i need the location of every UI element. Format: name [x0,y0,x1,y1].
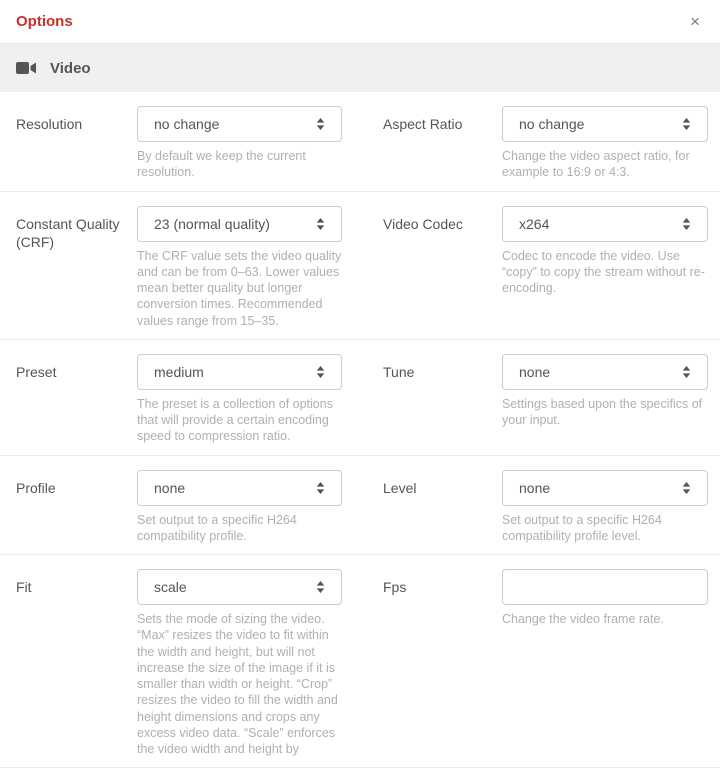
fit-label: Fit [16,579,32,595]
form-row-resolution-aspect [0,92,720,192]
select-caret-icon [316,118,325,130]
profile-help: Set output to a specific H264 compatibility profile. [137,512,297,543]
tune-help: Settings based upon the specifics of your input. [502,396,703,427]
select-caret-icon [682,218,691,230]
level-select[interactable] [502,470,708,506]
select-caret-icon [682,366,691,378]
select-caret-icon [682,118,691,130]
select-caret-icon [316,218,325,230]
preset-help: The preset is a collection of options that will provide a certain encoding speed to compression ratio. [137,396,333,444]
video-codec-label: Video Codec [383,215,463,232]
fit-help: Sets the mode of sizing the video. “Max” resizes the video to fit within the width and height, but will not increase the size of the image if it is smaller than width or height. “Crop” resizes the video to fill the width and height dimensions and crops any excess video data. “Scale” enforces the video width and height by [137,612,338,756]
close-button[interactable] [686,11,704,32]
select-caret-icon [316,366,325,378]
fps-label: Fps [383,579,407,595]
preset-select[interactable] [137,354,342,390]
resolution-select[interactable] [137,106,342,142]
page-title: Options [16,13,73,30]
resolution-label: Resolution [16,116,83,132]
video-codec-help: Codec to encode the video. Use “copy” to copy the stream without re-encoding. [502,248,705,295]
video-section-header [0,43,720,92]
aspect-ratio-select[interactable] [502,106,708,142]
form-row-preset-tune [0,340,720,456]
preset-select-value: medium [154,363,204,380]
preset-label: Preset [16,363,57,380]
video-codec-select[interactable] [502,206,708,242]
select-caret-icon [316,581,325,593]
select-caret-icon [682,482,691,494]
form-row-fit-fps [0,555,720,768]
level-help: Set output to a specific H264 compatibility profile level. [502,512,662,543]
form-row-crf-codec [0,192,720,340]
resolution-select-value: no change [154,116,220,132]
profile-label: Profile [16,479,56,496]
tune-select[interactable] [502,354,708,390]
fit-select[interactable] [137,569,342,605]
fit-select-value: scale [154,579,187,595]
crf-select-value: 23 (normal quality) [154,215,270,232]
form-row-profile-level [0,456,720,556]
close-icon: × [690,12,700,31]
fps-help: Change the video frame rate. [502,612,664,626]
resolution-help: By default we keep the current resolution. [137,149,306,180]
profile-select-value: none [154,479,186,496]
video-camera-icon [16,61,37,75]
aspect-ratio-help: Change the video aspect ratio, for example to 16:9 or 4:3. [502,149,690,180]
section-title: Video [50,59,91,77]
level-select-value: none [519,479,551,496]
aspect-ratio-label: Aspect Ratio [383,116,463,132]
level-label: Level [383,479,417,496]
fps-input[interactable] [502,569,708,605]
aspect-ratio-select-value: no change [519,116,585,132]
video-codec-select-value: x264 [519,215,550,232]
modal-header [0,0,720,43]
crf-help: The CRF value sets the video quality and can be from 0–63. Lower values mean better quality but longer conversion times. Recommended values range from 15–35. [137,248,342,328]
crf-select[interactable] [137,206,342,242]
profile-select[interactable] [137,470,342,506]
select-caret-icon [316,482,325,494]
crf-label: Constant Quality (CRF) [16,215,120,251]
tune-label: Tune [383,363,415,380]
tune-select-value: none [519,363,551,380]
